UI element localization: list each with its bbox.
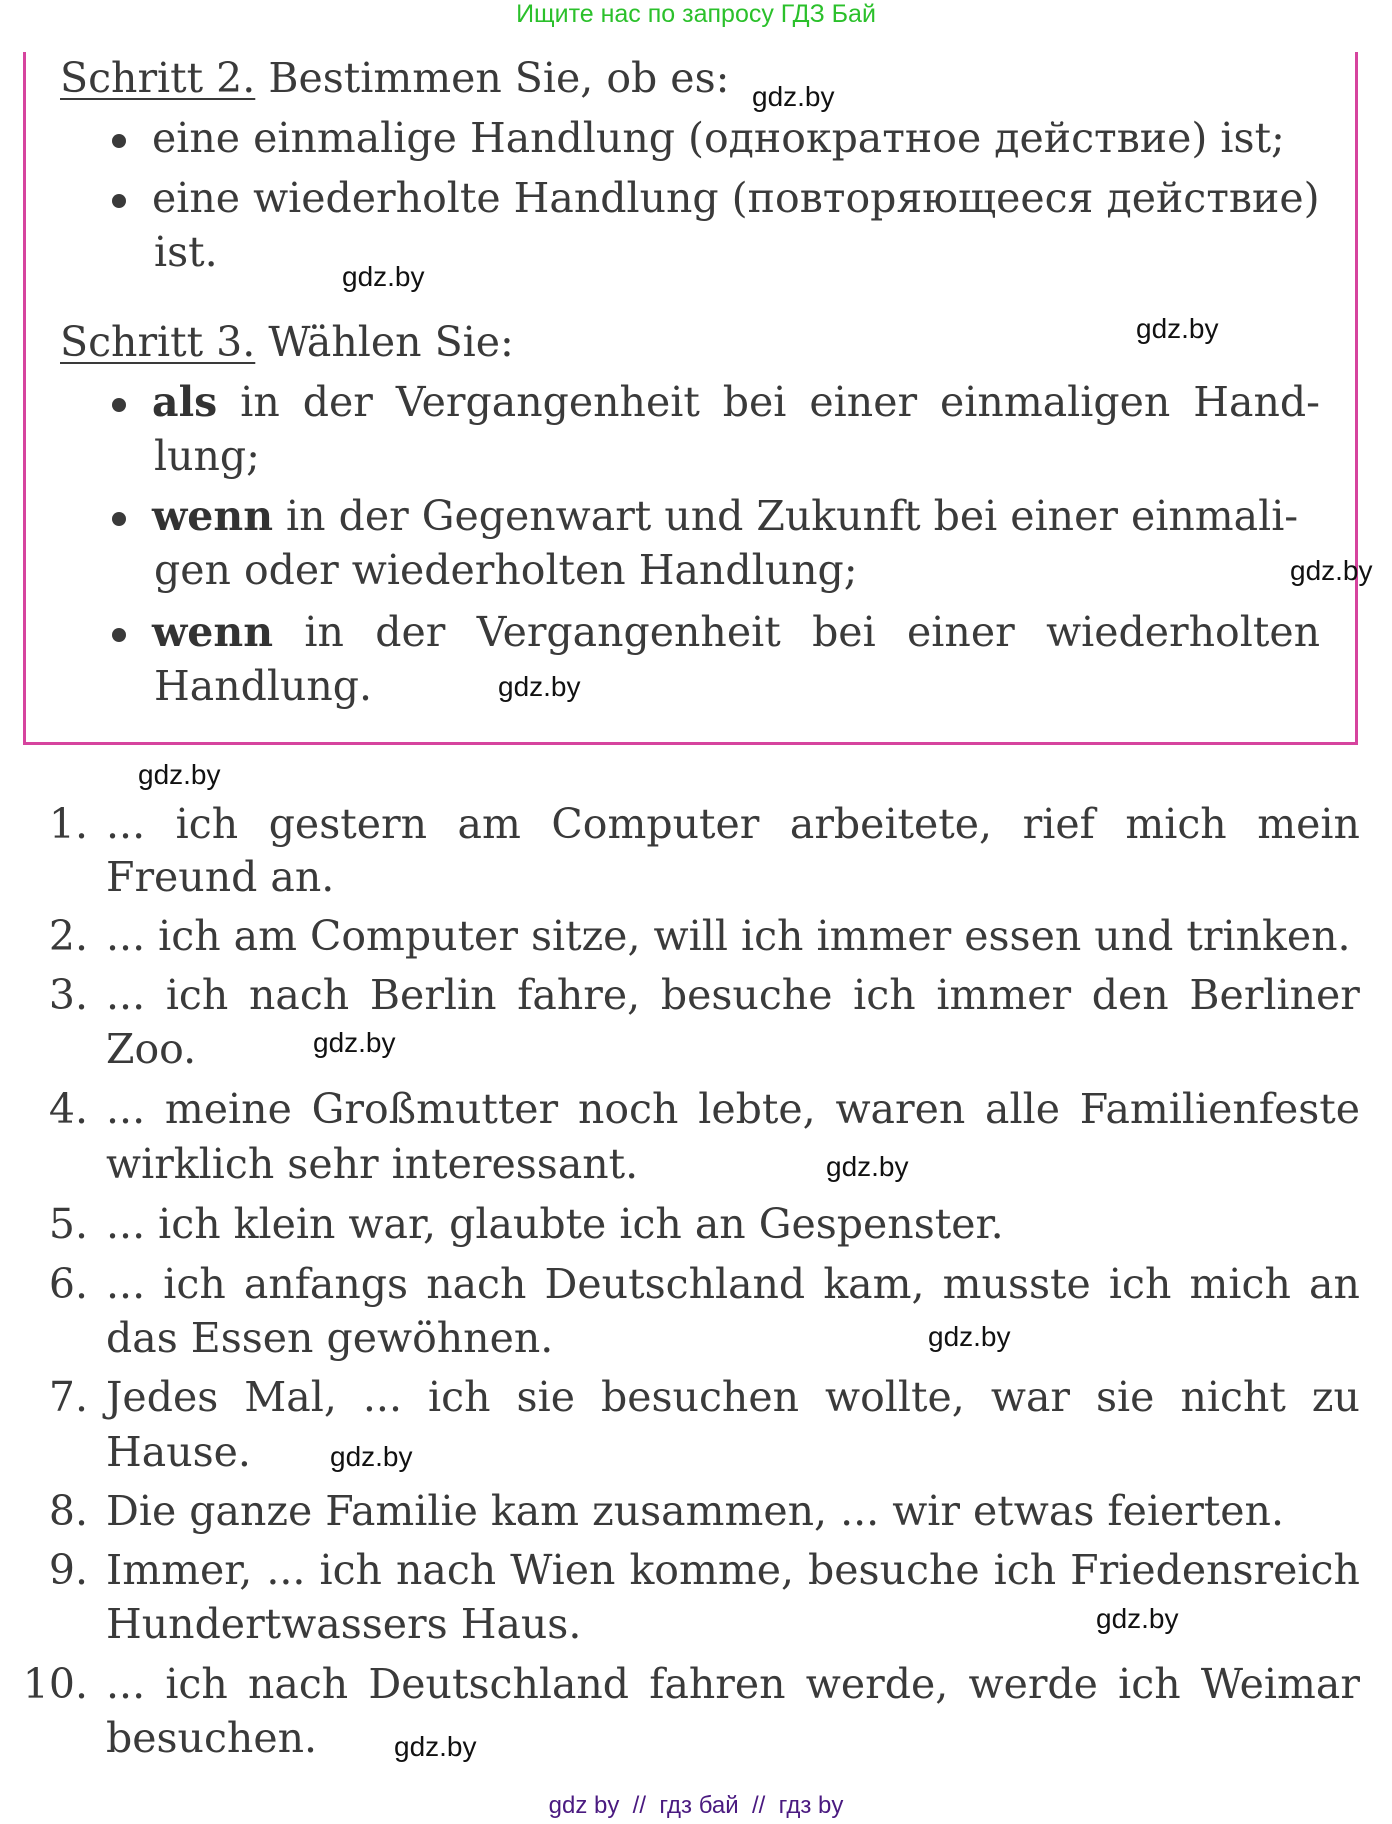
word: fahre, [517,971,641,1019]
word: nach [248,1660,349,1708]
word: meine [164,1085,292,1133]
word: nach [249,971,350,1019]
word: Computer [551,800,760,848]
word: der [375,608,446,656]
step2-heading [60,54,729,102]
step3-bullet-1-cont: lung; [154,432,260,480]
step3-text: Wählen Sie: [268,318,514,366]
exercise-3 [106,971,1360,1019]
word: anfangs [243,1260,409,1308]
exercise-number: 9. [48,1546,88,1594]
exercise-9-cont: Hundertwassers Haus. [106,1600,582,1648]
step3-bullet-2-cont: gen oder wiederholten Handlung; [154,546,858,594]
word: ich [1118,1660,1181,1708]
watermark: gdz.by [342,261,425,292]
word: der [302,378,373,426]
exercise-10 [106,1660,1360,1708]
word: fahren [649,1660,786,1708]
word: ... [106,800,146,848]
keyword-als: als [152,378,218,426]
word: Deutschland [544,1260,806,1308]
word: Vergangenheit [395,378,700,426]
exercise-9 [106,1546,1360,1594]
word: einer [907,608,1015,656]
word: musste [942,1260,1091,1308]
word: Immer, [106,1546,253,1594]
word: wiederholten [1046,608,1320,656]
word: Familienfeste [1079,1085,1360,1133]
word: Berliner [1189,971,1360,1019]
exercise-1-cont: Freund an. [106,853,335,901]
word: ich [175,800,239,848]
word: ich [163,1260,226,1308]
word: Hand- [1193,378,1320,426]
word: ... [362,1373,402,1421]
step2-label: Schritt 2. [60,54,256,102]
watermark: gdz.by [928,1321,1011,1352]
word: noch [577,1085,679,1133]
word: bei [812,608,876,656]
word: ... [106,1260,146,1308]
watermark: gdz.by [1136,313,1219,344]
step2-bullet-2: eine wiederholte Handlung (повторяющееся действие) [152,174,1320,222]
word: ich [853,971,916,1019]
step2-bullet-2-cont: ist. [154,228,218,276]
word: alle [985,1085,1060,1133]
bullet-text: in der Gegenwart und Zukunft bei einer einmali- [286,492,1299,540]
keyword-wenn: wenn [152,492,273,540]
word: sie [516,1373,575,1421]
word: bei [722,378,787,426]
word: Großmutter [311,1085,559,1133]
step3-label: Schritt 3. [60,318,256,366]
exercise-4 [106,1085,1360,1133]
exercise-5: ... ich klein war, glaubte ich an Gespenster. [106,1200,1004,1248]
word: ich [165,971,229,1019]
exercise-3-cont: Zoo. [106,1025,197,1073]
word: besuche [808,1546,980,1594]
word: rief [1022,800,1095,848]
word: komme, [629,1546,795,1594]
exercise-number: 10. [22,1660,88,1708]
exercise-number: 1. [48,800,88,848]
word: ich [993,1546,1057,1594]
word: mich [1189,1260,1291,1308]
word: mich [1125,800,1227,848]
step3-bullet-2 [152,492,1298,540]
word: ich [319,1546,382,1594]
exercise-4-cont: wirklich sehr interessant. [106,1140,639,1188]
word: ... [106,971,146,1019]
word: an [1309,1260,1360,1308]
word: war [990,1373,1070,1421]
word: mein [1257,800,1360,848]
bullet-icon [112,512,126,526]
word: Deutschland [368,1660,630,1708]
bullet-icon [112,398,126,412]
word: Weimar [1200,1660,1360,1708]
word: werde, [805,1660,949,1708]
step3-bullet-3-cont: Handlung. [154,662,373,710]
exercise-1 [106,800,1360,848]
word: Jedes [106,1373,219,1421]
word: ich [165,1660,228,1708]
bullet-icon [112,194,126,208]
watermark: gdz.by [330,1441,413,1472]
word: werde [968,1660,1098,1708]
word: gestern [268,800,427,848]
word: in [240,378,280,426]
word: am [457,800,521,848]
word: in [304,608,344,656]
watermark: gdz.by [752,81,835,112]
watermark: gdz.by [313,1027,396,1058]
word: sie [1096,1373,1155,1421]
step3-bullet-1 [152,378,1320,426]
bullet-icon [112,134,126,148]
word: einmaligen [940,378,1171,426]
keyword-wenn: wenn [152,608,273,656]
step2-text: Bestimmen Sie, ob es: [268,54,730,102]
word: immer [936,971,1072,1019]
word: ich [1108,1260,1172,1308]
word: lebte, [698,1085,816,1133]
word: ... [266,1546,306,1594]
exercise-number: 6. [48,1260,88,1308]
watermark: gdz.by [138,759,221,790]
word: nicht [1180,1373,1286,1421]
word: ich [428,1373,491,1421]
word: den [1091,971,1169,1019]
word: ... [106,1660,146,1708]
word: arbeitete, [789,800,993,848]
exercise-6-cont: das Essen gewöhnen. [106,1314,554,1362]
word: besuchen [601,1373,799,1421]
word: kam, [823,1260,925,1308]
exercise-10-cont: besuchen. [106,1714,318,1762]
exercise-number: 4. [48,1085,88,1133]
exercise-number: 3. [48,971,88,1019]
footer-links: gdz by // гдз бай // гдз by [548,1792,844,1819]
watermark: gdz.by [1290,555,1373,586]
exercise-7-cont: Hause. [106,1428,251,1476]
search-banner: Ищите нас по запросу ГДЗ Бай [516,0,876,28]
word: nach [426,1260,527,1308]
word: wollte, [825,1373,965,1421]
watermark: gdz.by [826,1151,909,1182]
exercise-7 [106,1373,1360,1421]
exercise-6 [106,1260,1360,1308]
step2-bullet-1: eine einmalige Handlung (однократное действие) ist; [152,114,1285,162]
exercise-number: 7. [48,1373,88,1421]
exercise-8: Die ganze Familie kam zusammen, ... wir etwas feierten. [106,1487,1284,1535]
exercise-number: 2. [48,912,88,960]
step3-heading [60,318,514,366]
watermark: gdz.by [394,1731,477,1762]
word: Wien [510,1546,616,1594]
word: Vergangenheit [476,608,781,656]
exercise-number: 8. [48,1487,88,1535]
word: besuche [660,971,833,1019]
word: Mal, [244,1373,337,1421]
exercise-2: ... ich am Computer sitze, will ich immer essen und trinken. [106,912,1351,960]
word: einer [809,378,918,426]
step3-bullet-3 [152,608,1320,656]
bullet-icon [112,628,126,642]
watermark: gdz.by [1096,1603,1179,1634]
word: Berlin [369,971,497,1019]
word: Friedensreich [1070,1546,1360,1594]
exercise-number: 5. [48,1200,88,1248]
word: waren [835,1085,966,1133]
word: zu [1311,1373,1360,1421]
watermark: gdz.by [498,671,581,702]
word: nach [395,1546,497,1594]
word: ... [106,1085,146,1133]
